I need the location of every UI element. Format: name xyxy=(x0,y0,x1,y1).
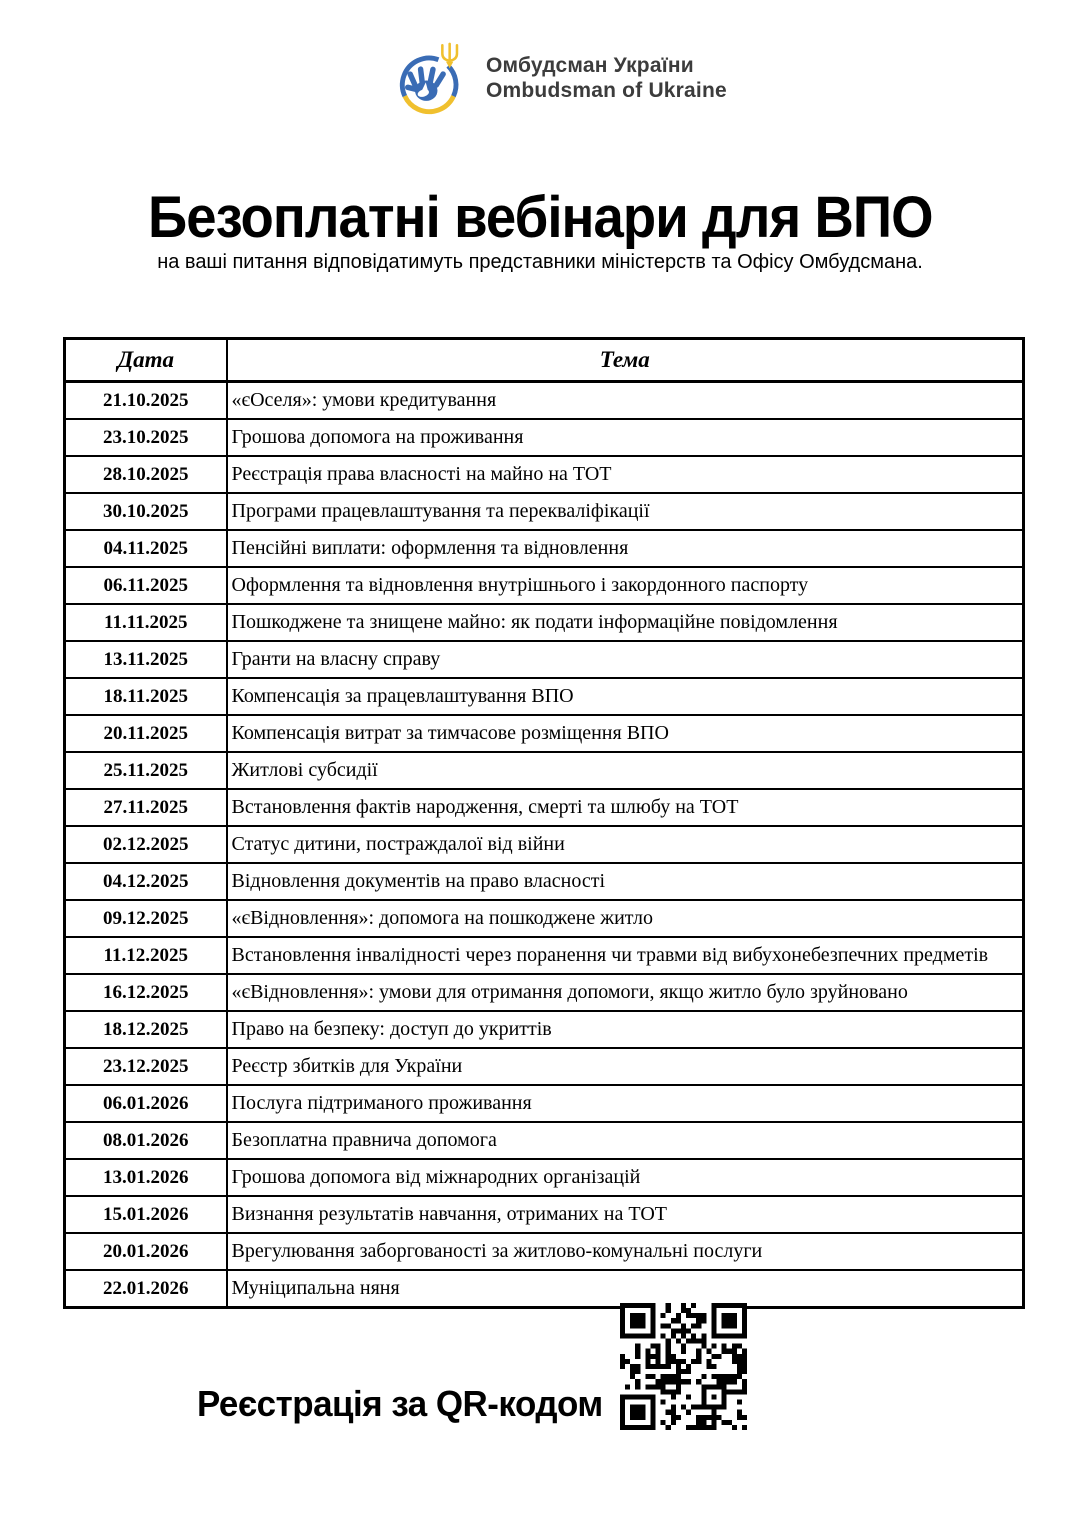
webinar-date: 20.01.2026 xyxy=(65,1233,227,1270)
table-row xyxy=(65,456,1024,493)
webinar-date: 30.10.2025 xyxy=(65,493,227,530)
table-row xyxy=(65,1270,1024,1308)
ombudsman-hand-icon xyxy=(396,38,476,118)
webinar-date: 11.12.2025 xyxy=(65,937,227,974)
webinar-date: 18.12.2025 xyxy=(65,1011,227,1048)
table-row xyxy=(65,863,1024,900)
webinar-date: 04.12.2025 xyxy=(65,863,227,900)
trident-icon xyxy=(442,44,457,68)
webinar-date: 23.10.2025 xyxy=(65,419,227,456)
webinar-schedule-table xyxy=(63,337,1025,1309)
webinar-topic: «єВідновлення»: допомога на пошкоджене житло xyxy=(227,900,1024,937)
table-row xyxy=(65,937,1024,974)
table-row xyxy=(65,419,1024,456)
webinar-date: 16.12.2025 xyxy=(65,974,227,1011)
table-row xyxy=(65,1122,1024,1159)
webinar-topic: «єВідновлення»: умови для отримання допомоги, якщо житло було зруйновано xyxy=(227,974,1024,1011)
logo-name-uk: Омбудсман України xyxy=(486,54,694,77)
table-row xyxy=(65,678,1024,715)
table-row xyxy=(65,715,1024,752)
webinar-topic: Грошова допомога на проживання xyxy=(227,419,1024,456)
webinar-topic: Пенсійні виплати: оформлення та відновлення xyxy=(227,530,1024,567)
webinar-date: 28.10.2025 xyxy=(65,456,227,493)
webinar-topic: Статус дитини, постраждалої від війни xyxy=(227,826,1024,863)
column-header-date: Дата xyxy=(65,339,227,382)
webinar-topic: Відновлення документів на право власності xyxy=(227,863,1024,900)
table-row xyxy=(65,530,1024,567)
webinar-date: 04.11.2025 xyxy=(65,530,227,567)
webinar-date: 08.01.2026 xyxy=(65,1122,227,1159)
table-row xyxy=(65,493,1024,530)
webinar-date: 18.11.2025 xyxy=(65,678,227,715)
webinar-topic: Житлові субсидії xyxy=(227,752,1024,789)
webinar-date: 25.11.2025 xyxy=(65,752,227,789)
registration-label: Реєстрація за QR-кодом xyxy=(197,1383,603,1424)
webinar-topic: Реєстр збитків для України xyxy=(227,1048,1024,1085)
webinar-date: 27.11.2025 xyxy=(65,789,227,826)
page-subtitle: на ваші питання відповідатимуть представники міністерств та Офісу Омбудсмана. xyxy=(157,251,923,273)
table-row xyxy=(65,826,1024,863)
webinar-date: 21.10.2025 xyxy=(65,382,227,420)
page-title-wrap xyxy=(0,185,1080,250)
webinar-date: 20.11.2025 xyxy=(65,715,227,752)
table-row xyxy=(65,567,1024,604)
webinar-topic: Встановлення фактів народження, смерті та шлюбу на ТОТ xyxy=(227,789,1024,826)
webinar-topic: Муніципальна няня xyxy=(227,1270,1024,1308)
webinar-topic: Визнання результатів навчання, отриманих на ТОТ xyxy=(227,1196,1024,1233)
table-row xyxy=(65,604,1024,641)
table-row xyxy=(65,382,1024,420)
webinar-date: 11.11.2025 xyxy=(65,604,227,641)
webinar-topic: Безоплатна правнича допомога xyxy=(227,1122,1024,1159)
table-row xyxy=(65,1196,1024,1233)
webinar-date: 13.11.2025 xyxy=(65,641,227,678)
table-row xyxy=(65,641,1024,678)
table-row xyxy=(65,1048,1024,1085)
webinar-topic: Право на безпеку: доступ до укриттів xyxy=(227,1011,1024,1048)
webinar-date: 09.12.2025 xyxy=(65,900,227,937)
webinar-date: 02.12.2025 xyxy=(65,826,227,863)
webinar-date: 23.12.2025 xyxy=(65,1048,227,1085)
webinar-topic: Компенсація за працевлаштування ВПО xyxy=(227,678,1024,715)
webinar-topic: Компенсація витрат за тимчасове розміщення ВПО xyxy=(227,715,1024,752)
schedule-body xyxy=(65,382,1024,1308)
webinar-topic: Реєстрація права власності на майно на ТОТ xyxy=(227,456,1024,493)
webinar-date: 15.01.2026 xyxy=(65,1196,227,1233)
webinar-date: 06.11.2025 xyxy=(65,567,227,604)
webinar-topic: «єОселя»: умови кредитування xyxy=(227,382,1024,420)
qr-code xyxy=(620,1303,747,1430)
webinar-date: 22.01.2026 xyxy=(65,1270,227,1308)
table-row xyxy=(65,974,1024,1011)
ombudsman-logo xyxy=(396,38,727,118)
webinar-topic: Послуга підтриманого проживання xyxy=(227,1085,1024,1122)
webinar-topic: Програми працевлаштування та перекваліфікації xyxy=(227,493,1024,530)
table-row xyxy=(65,1085,1024,1122)
table-row xyxy=(65,1011,1024,1048)
webinar-topic: Встановлення інвалідності через поранення чи травми від вибухонебезпечних предметів xyxy=(227,937,1024,974)
webinar-topic: Грошова допомога від міжнародних організацій xyxy=(227,1159,1024,1196)
table-row xyxy=(65,1159,1024,1196)
column-header-topic: Тема xyxy=(227,339,1024,382)
webinar-topic: Пошкоджене та знищене майно: як подати інформаційне повідомлення xyxy=(227,604,1024,641)
webinar-topic: Врегулювання заборгованості за житлово-комунальні послуги xyxy=(227,1233,1024,1270)
table-row xyxy=(65,900,1024,937)
table-row xyxy=(65,1233,1024,1270)
table-header-row xyxy=(65,339,1024,382)
webinar-topic: Гранти на власну справу xyxy=(227,641,1024,678)
webinar-topic: Оформлення та відновлення внутрішнього і закордонного паспорту xyxy=(227,567,1024,604)
table-row xyxy=(65,752,1024,789)
page-title: Безоплатні вебінари для ВПО xyxy=(147,185,933,250)
webinar-date: 13.01.2026 xyxy=(65,1159,227,1196)
table-row xyxy=(65,789,1024,826)
logo-name-en: Ombudsman of Ukraine xyxy=(486,79,727,102)
logo-wordmark xyxy=(486,53,727,103)
webinar-date: 06.01.2026 xyxy=(65,1085,227,1122)
